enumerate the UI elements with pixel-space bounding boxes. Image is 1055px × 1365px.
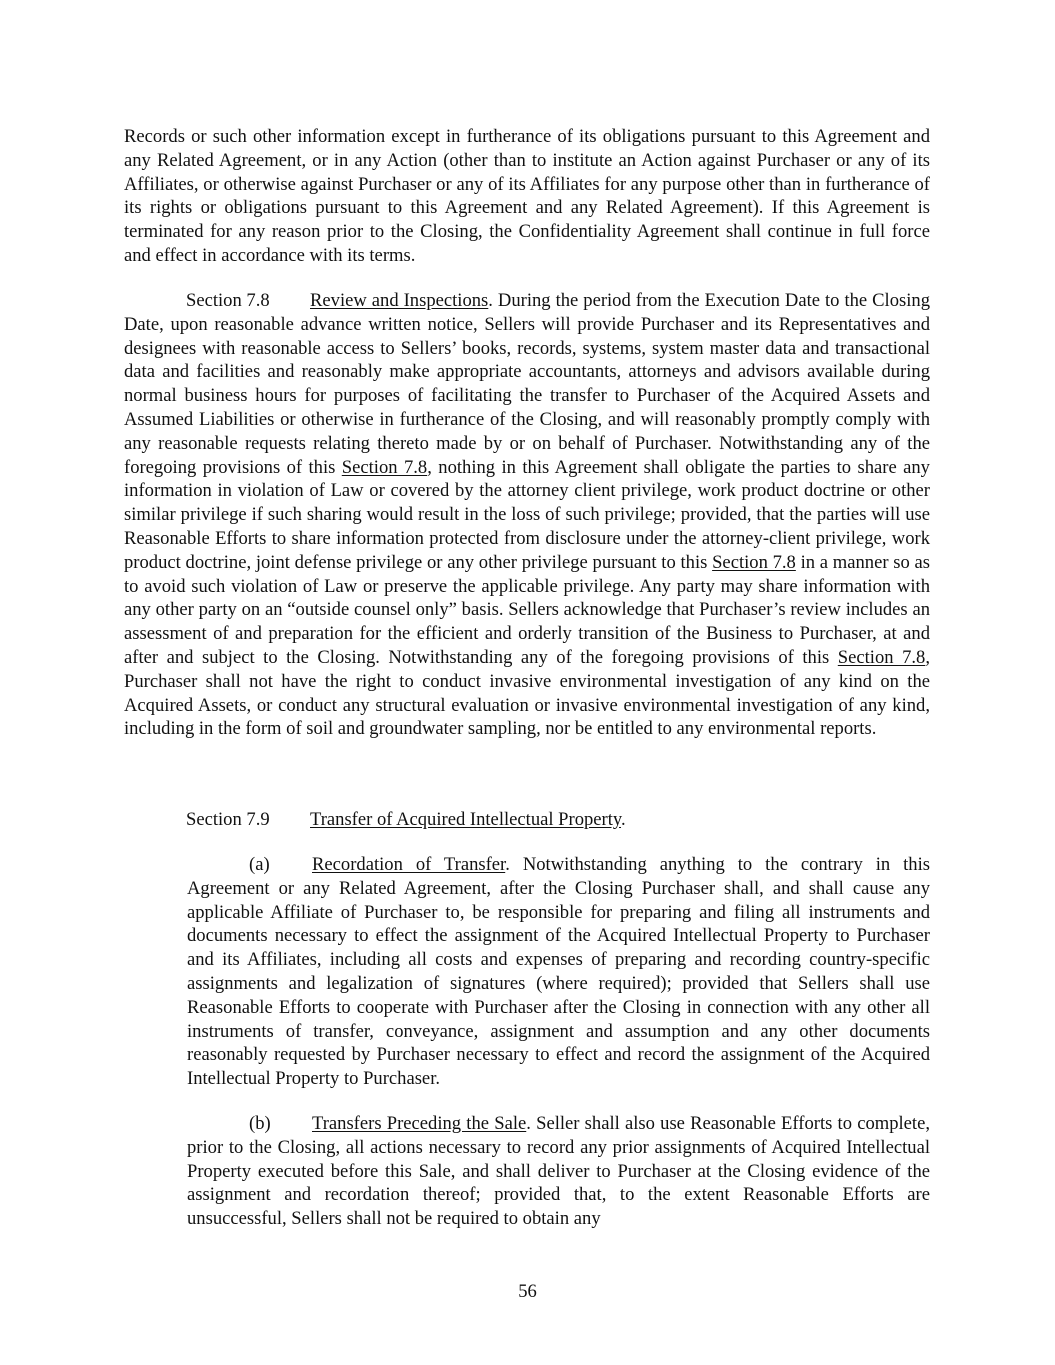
clause-b-label: (b) (249, 1113, 271, 1134)
section-7-8-title: Review and Inspections (310, 290, 489, 311)
clause-a-paragraph (187, 853, 930, 1091)
clause-b-title: Transfers Preceding the Sale (312, 1113, 527, 1134)
section-7-8-reference-3: Section 7.8 (837, 646, 926, 668)
clause-b-text: . Seller shall also use Reasonable Efforts to complete, prior to the Closing, all actions necessary to record any prior assignments of Acquired Intellectual Property executed before this Sale, and shall deliver to Purchaser at the Closing evidence of the assignment and recordation thereof; provided that, to the extent Reasonable Efforts are unsuccessful, Sellers shall not be required to obtain any (187, 1113, 931, 1230)
section-7-9-number: Section 7.9 (186, 809, 270, 830)
section-7-9-period: . (621, 809, 626, 830)
section-7-8-text-1: . During the period from the Execution Date to the Closing Date, upon reasonable advance written notice, Sellers will provide Purchaser and its Representatives and designees with reasonable access to Sellers’ books, records, systems, system master data and transactional data and facilities and reasonably make appropriate accountants, attorneys and advisors available during normal business hours for purposes of facilitating the transfer to Purchaser of the Acquired Assets and Assumed Liabilities or otherwise in furtherance of the Closing, and will reasonably promptly comply with any reasonable requests relating thereto made by or on behalf of Purchaser. Notwithstanding any of the foregoing provisions of this (124, 290, 930, 478)
section-7-8-reference-1: Section 7.8 (341, 456, 428, 478)
section-7-9-heading (186, 808, 626, 832)
section-7-8-reference-2: Section 7.8 (712, 551, 796, 573)
clause-a-text: . Notwithstanding anything to the contrary in this Agreement or any Related Agreement, after the Closing Purchaser shall, and shall cause any applicable Affiliate of Purchaser to, be responsible for preparing and filing all instruments and documents necessary to effect the assignment of the Acquired Intellectual Property to Purchaser and its Affiliates, including all costs and expenses of preparing and recording country-specific assignments and legalization of signatures (where required); provided that Sellers shall use Reasonable Efforts to cooperate with Purchaser after the Closing in connection with any other all instruments of transfer, conveyance, assignment and assumption and any other documents reasonably requested by Purchaser necessary to effect and record the assignment of the Acquired Intellectual Property to Purchaser. (187, 854, 930, 1090)
clause-a-label: (a) (249, 854, 270, 875)
section-7-8-paragraph (124, 289, 930, 741)
section-7-8-text-2: , nothing in this Agreement shall obligate the parties to share any information in violation of Law or covered by the attorney client privilege, work product doctrine or other similar privilege if such sharing would result in the loss of such privilege; provided, that the parties will use Reasonable Efforts to share information protected from disclosure under the attorney-client privilege, work product doctrine, joint defense privilege or any other privilege pursuant to this (124, 456, 930, 573)
page-number: 56 (518, 1281, 537, 1302)
section-7-8-number: Section 7.8 (186, 290, 270, 311)
clause-b-paragraph (187, 1112, 930, 1231)
section-7-9-title: Transfer of Acquired Intellectual Property (310, 809, 622, 830)
clause-a-title: Recordation of Transfer (312, 854, 506, 875)
continued-paragraph: Records or such other information except in furtherance of its obligations pursuant to this Agreement and any Related Agreement, or in any Action (other than to institute an Action against Purchaser or any of its Affiliates, or otherwise against Purchaser or any of its Affiliates for any purpose other than in furtherance of its rights or obligations pursuant to this Agreement and any Related Agreement). If this Agreement is terminated for any reason prior to the Closing, the Confidentiality Agreement shall continue in full force and effect in accordance with its terms. (124, 126, 930, 266)
section-7-8-text-4: , Purchaser shall not have the right to conduct invasive environmental investigation of any kind on the Acquired Assets, or conduct any structural evaluation or invasive environmental investigation of any kind, including in the form of soil and groundwater sampling, nor be entitled to any environmental reports. (124, 646, 930, 740)
section-7-8-text-3: in a manner so as to avoid such violation of Law or preserve the applicable privilege. Any party may share information with any other party on an “outside counsel only” basis. Sellers acknowledge that Purchaser’s review includes an assessment of and preparation for the efficient and orderly transition of the Business to Purchaser, at and after and subject to the Closing. Notwithstanding any of the foregoing provisions of this (124, 551, 930, 668)
